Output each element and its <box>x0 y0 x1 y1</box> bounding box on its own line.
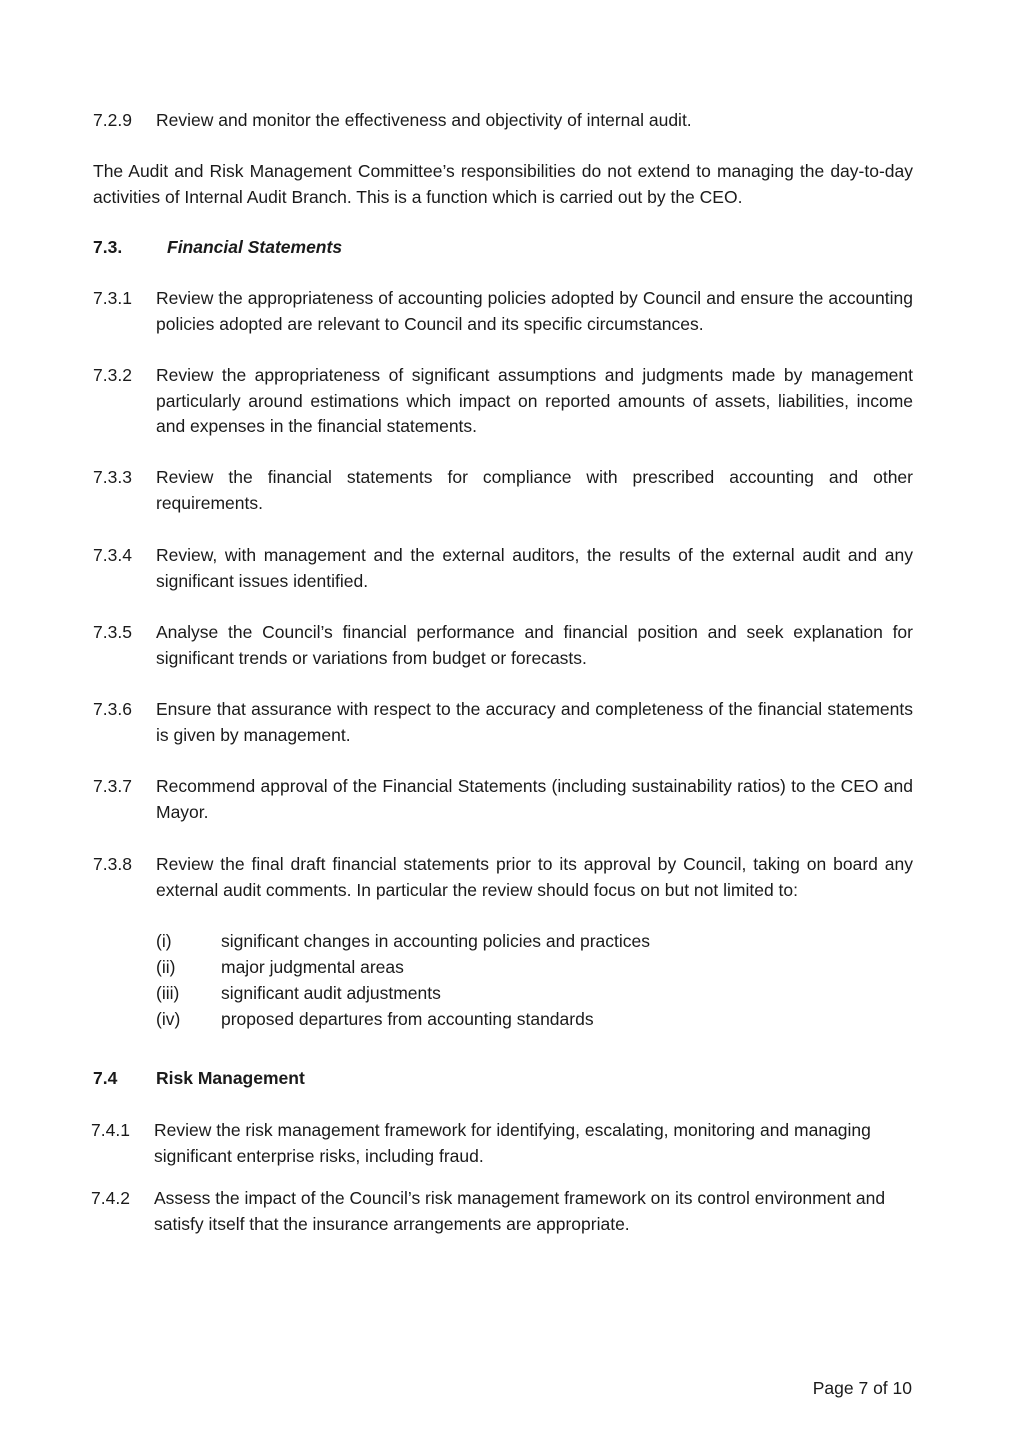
sub-item-text: significant audit adjustments <box>221 983 441 1003</box>
sub-list-item <box>156 955 913 981</box>
section-title: Risk Management <box>156 1068 305 1088</box>
clause-text: Review the financial statements for compliance with prescribed accounting and other requirements. <box>156 467 913 513</box>
clause-number: 7.4.1 <box>91 1120 130 1140</box>
clause-number: 7.3.7 <box>93 776 132 796</box>
clause-number: 7.3.4 <box>93 545 132 565</box>
sub-list <box>156 929 913 1033</box>
section-number: 7.3. <box>93 237 123 257</box>
clause-number: 7.4.2 <box>91 1188 130 1208</box>
clause-number: 7.3.8 <box>93 854 132 874</box>
clause-text: Review, with management and the external auditors, the results of the external audit and any significant issues identified. <box>156 545 913 591</box>
clause-text: Recommend approval of the Financial Statements (including sustainability ratios) to the CEO and Mayor. <box>156 776 913 822</box>
sub-item-number: (iii) <box>156 983 180 1003</box>
clause-number: 7.3.2 <box>93 365 132 385</box>
sub-item-number: (ii) <box>156 957 176 977</box>
clause-text: Review the appropriateness of significant assumptions and judgments made by management particularly around estimations which impact on reported amounts of assets, liabilities, income and expenses in the financial statements. <box>156 365 913 436</box>
clause-text: Assess the impact of the Council’s risk management framework on its control environment and satisfy itself that the insurance arrangements are appropriate. <box>154 1188 886 1234</box>
page-number: Page 7 of 10 <box>812 1378 912 1398</box>
sub-list-item <box>156 1007 913 1033</box>
clause-number: 7.3.6 <box>93 699 132 719</box>
clause-text: Review the risk management framework for identifying, escalating, monitoring and managing significant enterprise risks, including fraud. <box>154 1120 871 1166</box>
sub-item-text: major judgmental areas <box>221 957 404 977</box>
sub-item-number: (i) <box>156 931 172 951</box>
clause-number: 7.2.9 <box>93 110 132 130</box>
clause-text: Ensure that assurance with respect to the accuracy and completeness of the financial statements is given by management. <box>156 699 913 745</box>
clause-text: Analyse the Council’s financial performance and financial position and seek explanation for significant trends or variations from budget or forecasts. <box>156 622 913 668</box>
intro-paragraph: The Audit and Risk Management Committee’s responsibilities do not extend to managing the day-to-day activities of Internal Audit Branch. This is a function which is carried out by the CEO. <box>93 161 913 207</box>
clause-number: 7.3.3 <box>93 467 132 487</box>
clause-number: 7.3.1 <box>93 288 132 308</box>
section-title: Financial Statements <box>167 237 343 257</box>
sub-list-item <box>156 981 913 1007</box>
sub-item-number: (iv) <box>156 1009 181 1029</box>
section-number: 7.4 <box>93 1068 118 1088</box>
sub-item-text: significant changes in accounting policies and practices <box>221 931 651 951</box>
clause-text: Review and monitor the effectiveness and objectivity of internal audit. <box>156 110 692 130</box>
clause-text: Review the appropriateness of accounting policies adopted by Council and ensure the accounting policies adopted are relevant to Council and its specific circumstances. <box>156 288 913 334</box>
sub-list-item <box>156 929 913 955</box>
clause-text: Review the final draft financial statements prior to its approval by Council, taking on board any external audit comments. In particular the review should focus on but not limited to: <box>156 854 913 900</box>
sub-item-text: proposed departures from accounting standards <box>221 1009 594 1029</box>
clause-number: 7.3.5 <box>93 622 132 642</box>
